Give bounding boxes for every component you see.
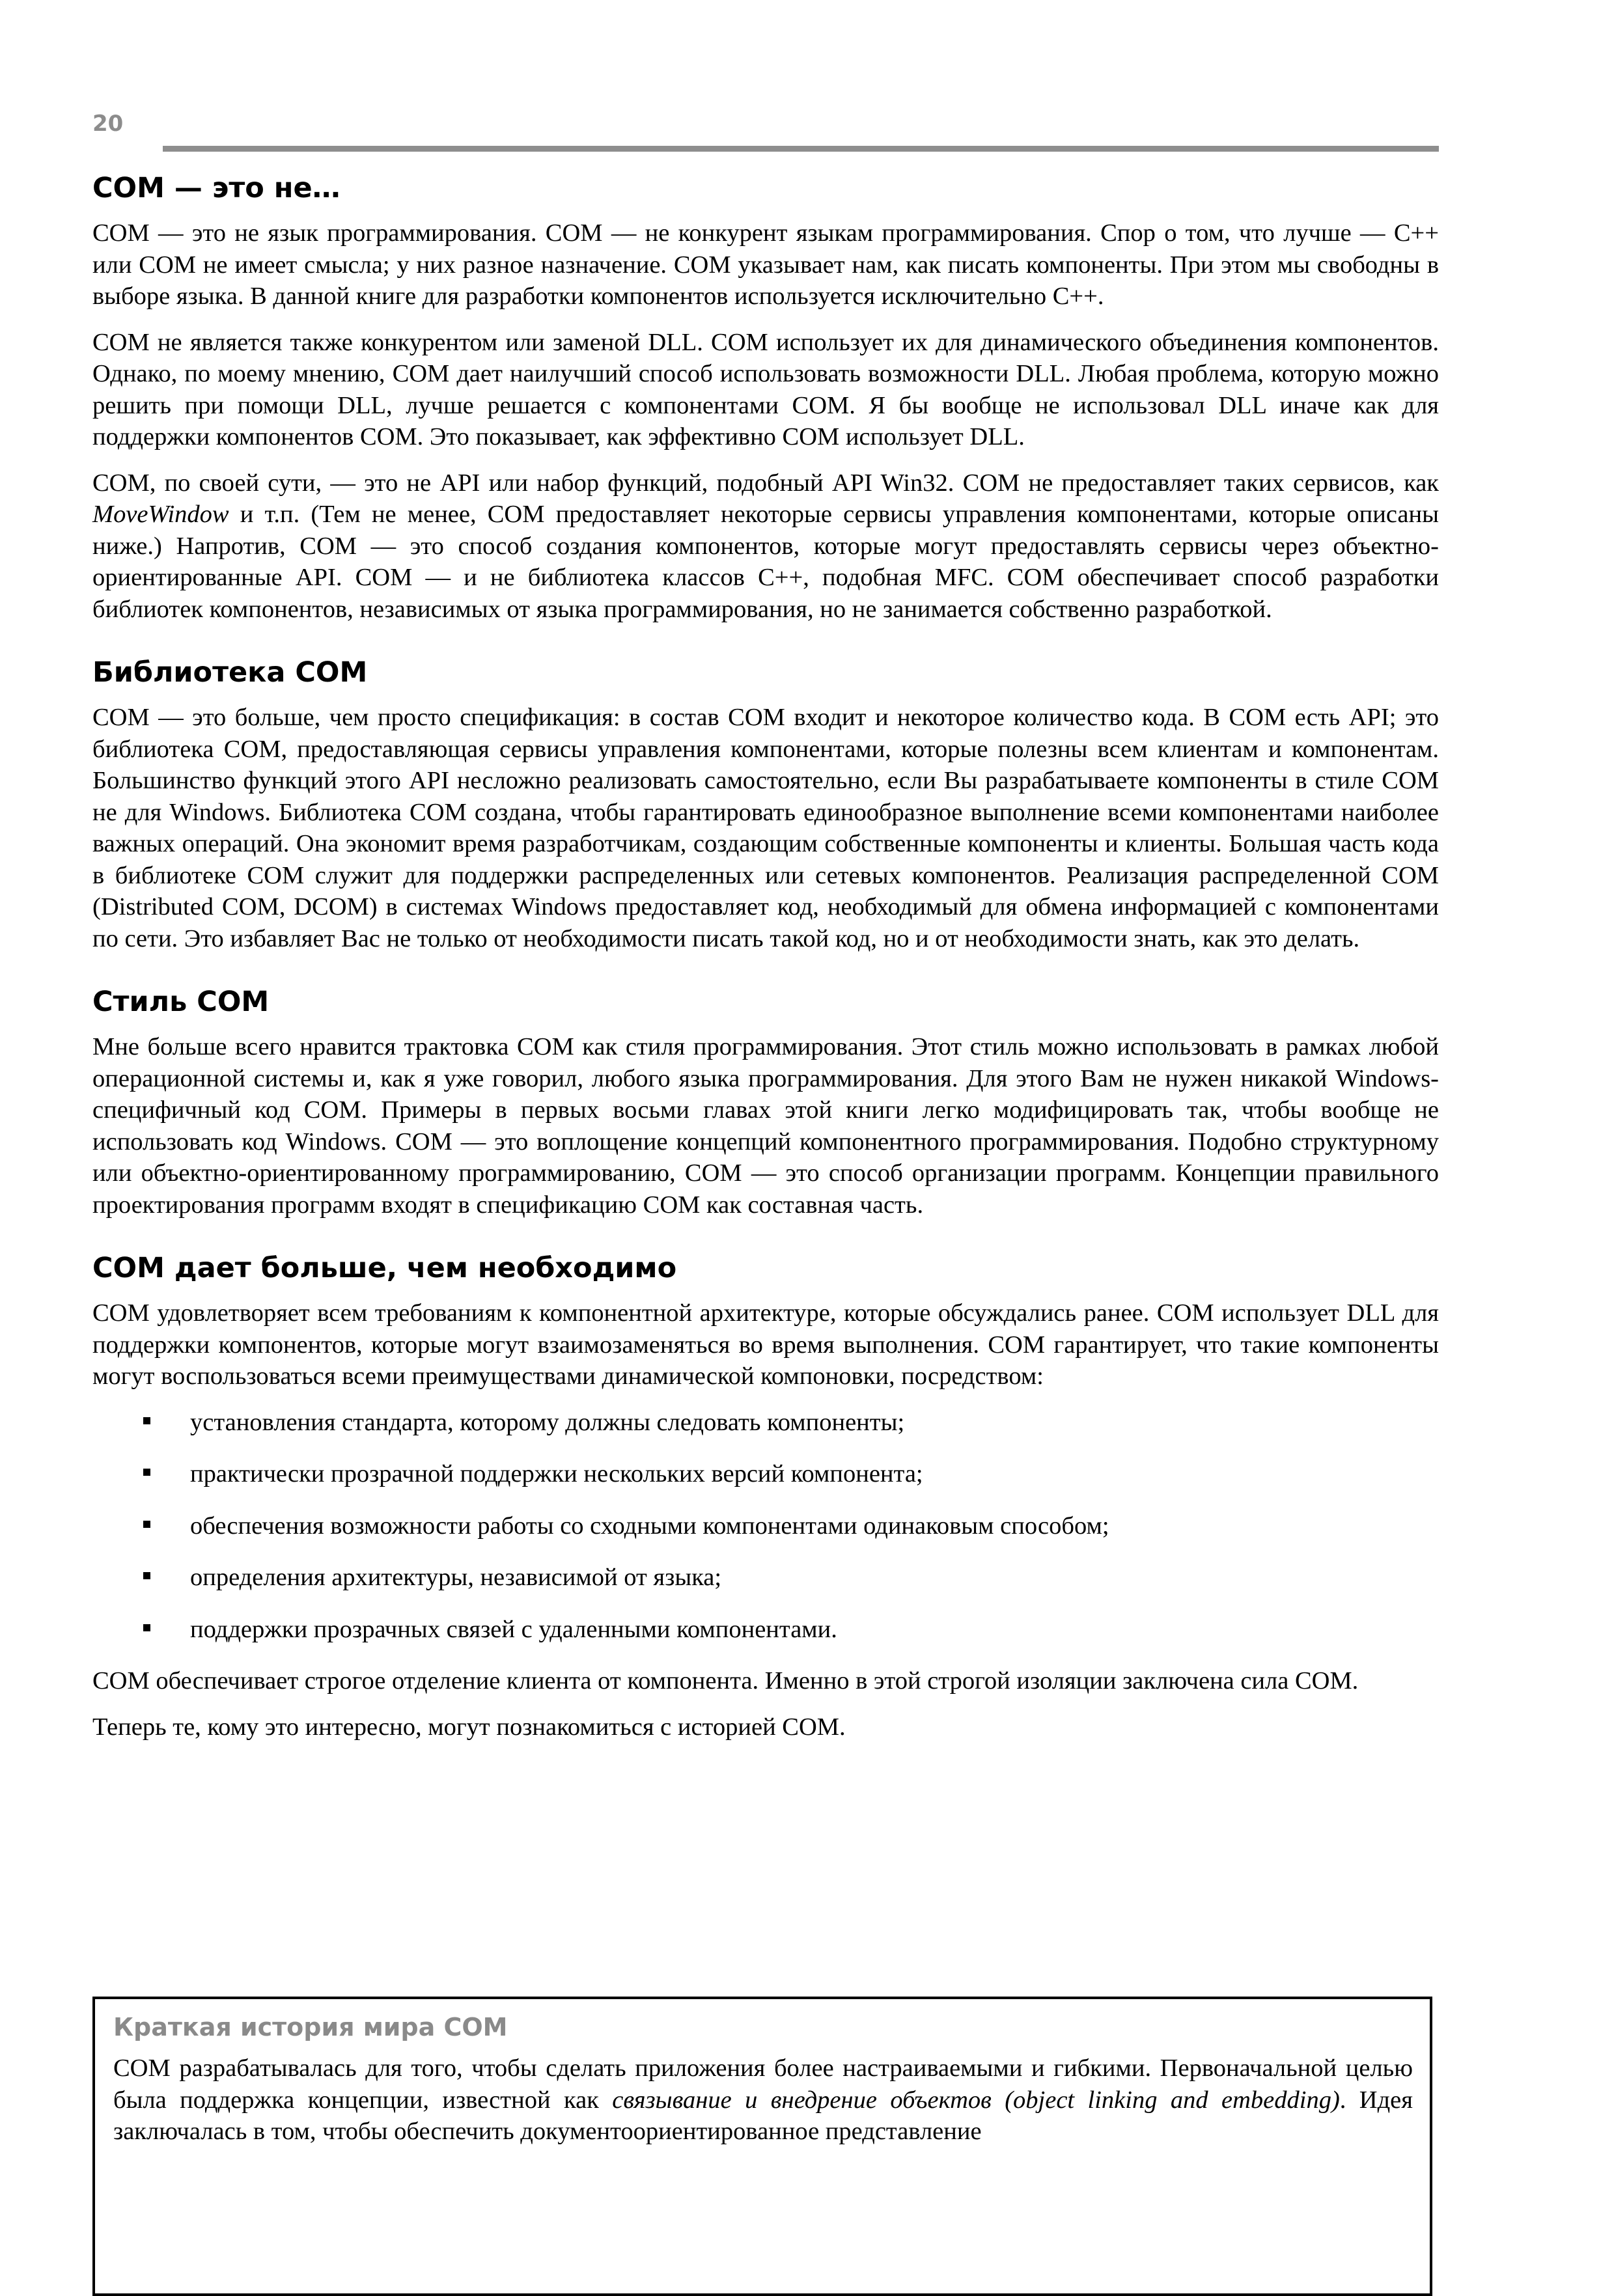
list-item-text: установления стандарта, которому должны следовать компоненты; — [190, 1408, 905, 1436]
bullet-list — [92, 1407, 1439, 1646]
text-run: . Идея заключалась в том, чтобы обеспечить документоориентированное представление — [113, 2086, 1413, 2145]
paragraph: COM не является также конкурентом или заменой DLL. COM использует их для динамического объединения компонентов. Однако, по моему мнению, COM дает наилучший способ использовать возможности DLL. Любая проблема, которую можно решить при помощи DLL, лучше решается с компонентами COM. Я бы вообще не использовал DLL иначе как для поддержки компонентов COM. Это показывает, как эффективно COM использует DLL. — [92, 328, 1439, 450]
list-item-text: практически прозрачной поддержки нескольких версий компонента; — [190, 1460, 923, 1487]
history-box-title: Краткая история мира COM — [113, 2013, 508, 2041]
text-run: COM разрабатывалась для того, чтобы сделать приложения более настраиваемыми и гибкими. Первоначальной целью была поддержка концепции, известной как — [113, 2054, 1413, 2114]
square-bullet-icon — [143, 1572, 150, 1579]
header-rule — [163, 146, 1439, 152]
paragraph — [113, 2053, 1413, 2148]
section-heading-com-style: Стиль COM — [92, 986, 270, 1018]
section-heading-com-gives-more: COM дает больше, чем необходимо — [92, 1252, 677, 1284]
paragraph: COM — это не язык программирования. COM — не конкурент языкам программирования. Спор о том, что лучше — C++ или COM не имеет смысла; у них разное назначение. COM указывает нам, как писать компоненты. При этом мы свободны в выборе языка. В данной книге для разработки компонентов используется исключительно C++. — [92, 219, 1439, 310]
square-bullet-icon — [143, 1469, 150, 1476]
section-heading-com-library: Библиотека COM — [92, 656, 368, 689]
italic-text: связывание и внедрение объектов (object linking and embedding) — [612, 2086, 1340, 2114]
list-item-text: определения архитектуры, независимой от языка; — [190, 1564, 722, 1591]
text-run: COM, по своей сути, — это не API или набор функций, подобный API Win32. COM не предоставляет таких сервисов, как — [92, 469, 1439, 497]
list-item — [92, 1510, 1439, 1542]
italic-text: MoveWindow — [92, 501, 229, 528]
history-sidebar-box — [92, 1997, 1432, 2296]
list-item-text: обеспечения возможности работы со сходными компонентами одинаковым способом; — [190, 1512, 1109, 1540]
paragraph — [92, 467, 1439, 626]
section-heading-com-is-not: COM — это не… — [92, 172, 341, 204]
text-run: и т.п. (Тем не менее, COM предоставляет некоторые сервисы управления компонентами, которые описаны ниже.) Напротив, COM — это способ создания компонентов, которые могут предоставлять сервисы через объектно-ориентированные API. COM — и не библиотека классов C++, подобная MFC. COM обеспечивает способ разработки библиотек компонентов, независимых от языка программирования, но не занимается собственно разработкой. — [92, 501, 1439, 623]
square-bullet-icon — [143, 1521, 150, 1528]
paragraph: COM обеспечивает строгое отделение клиента от компонента. Именно в этой строгой изоляции заключена сила COM. — [92, 1667, 1359, 1694]
list-item — [92, 1614, 1439, 1646]
paragraph: COM — это больше, чем просто спецификация: в состав COM входит и некоторое количество кода. В COM есть API; это библиотека COM, предоставляющая сервисы управления компонентами, которые полезны всем клиентам и компонентам. Большинство функций этого API несложно реализовать самостоятельно, если Вы разрабатываете компоненты в стиле COM не для Windows. Библиотека COM создана, чтобы гарантировать единообразное выполнение всеми компонентами наиболее важных операций. Она экономит время разработчикам, создающим собственные компоненты и клиенты. Большая часть кода в библиотеке COM служит для поддержки распределенных или сетевых компонентов. Реализация распределенной COM (Distributed COM, DCOM) в системах Windows предоставляет код, необходимый для обмена информацией с компонентами по сети. Это избавляет Вас не только от необходимости писать такой код, но и от необходимости знать, как это делать. — [92, 704, 1439, 952]
list-item — [92, 1407, 1439, 1439]
paragraph: Теперь те, кому это интересно, могут познакомиться с историей COM. — [92, 1713, 846, 1741]
paragraph: COM удовлетворяет всем требованиям к компонентной архитектуре, которые обсуждались ранее. COM использует DLL для поддержки компонентов, которые могут взаимозаменяться во время выполнения. COM гарантирует, что такие компоненты могут воспользоваться всеми преимуществами динамической компоновки, посредством: — [92, 1299, 1439, 1390]
list-item — [92, 1562, 1439, 1594]
main-content — [92, 168, 1439, 1757]
page-number: 20 — [92, 111, 124, 137]
square-bullet-icon — [143, 1417, 150, 1424]
paragraph: Мне больше всего нравится трактовка COM как стиля программирования. Этот стиль можно использовать в рамках любой операционной системы и, как я уже говорил, любого языка программирования. Для этого Вам не нужен никакой Windows-специфичный код COM. Примеры в первых восьми главах этой книги легко модифицировать так, чтобы вообще не использовать код Windows. COM — это воплощение концепций компонентного программирования. Подобно структурному или объектно-ориентированному программированию, COM — это способ организации программ. Концепции правильного проектирования программ входят в спецификацию COM как составная часть. — [92, 1033, 1439, 1219]
square-bullet-icon — [143, 1624, 150, 1631]
list-item-text: поддержки прозрачных связей с удаленными компонентами. — [190, 1615, 837, 1643]
list-item — [92, 1458, 1439, 1490]
